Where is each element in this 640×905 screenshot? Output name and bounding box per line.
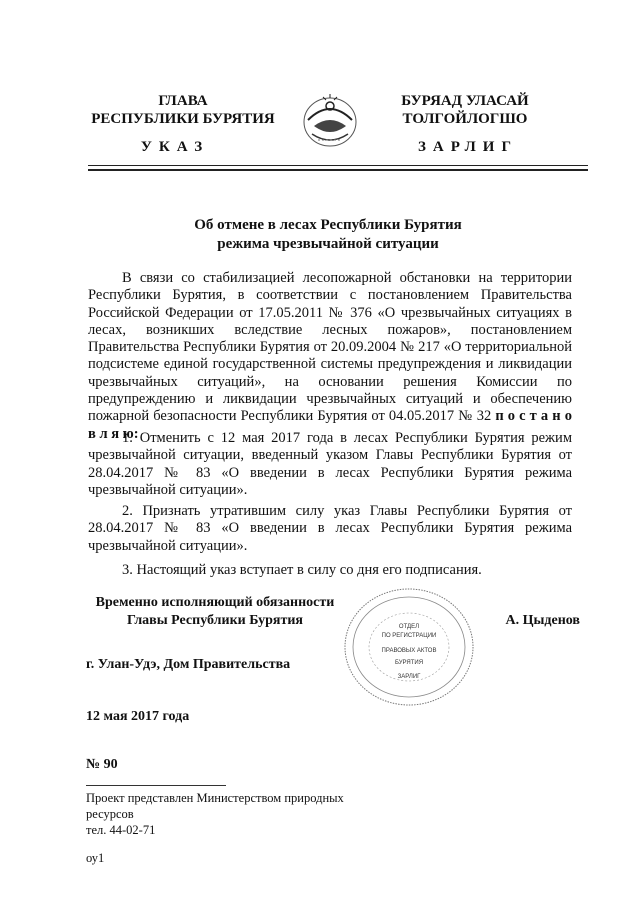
footer-line1: Проект представлен Министерством природных — [86, 791, 344, 805]
footer-line3: тел. 44-02-71 — [86, 823, 156, 837]
signature-position — [90, 594, 340, 630]
place-of-signing: г. Улан-Удэ, Дом Правительства — [86, 657, 291, 672]
stamp-line3: ПРАВОВЫХ АКТОВ — [381, 648, 437, 654]
signature-position-line1: Временно исполняющий обязанности — [95, 595, 335, 610]
stamp-line1: ОТДЕЛ — [398, 624, 420, 630]
title-line2: режима чрезвычайной ситуации — [217, 236, 439, 252]
footer-line2: ресурсов — [86, 807, 134, 821]
preamble — [88, 270, 572, 443]
title-line1: Об отмене в лесах Республики Бурятия — [194, 217, 462, 233]
stamp-line2: ПО РЕГИСТРАЦИИ — [381, 633, 437, 639]
item-1: 1. Отменить с 12 мая 2017 года в лесах Республики Бурятия режим чрезвычайной ситуации, введенный указом Главы Республики Бурятия от 28.04.2017 № 83 «О введении в лесах Республики Бурятия режима чрезвычайной ситуации». — [88, 430, 572, 498]
signature-position-line2: Главы Республики Бурятия — [126, 613, 303, 628]
document-number: № 90 — [86, 757, 118, 772]
signing-date: 12 мая 2017 года — [86, 709, 190, 724]
header-right-line2: ТОЛГОЙЛОГШО — [402, 111, 528, 127]
official-stamp-icon — [342, 586, 476, 708]
stamp-line4: БУРЯТИЯ — [394, 660, 424, 666]
header-right-line1: БУРЯАД УЛАСАЙ — [401, 93, 529, 109]
footer-code: оу1 — [86, 851, 105, 865]
header-left — [78, 92, 288, 128]
doc-type-bua: ЗАРЛИГ — [417, 139, 519, 155]
preamble-keyword: п о с т а н о в л я ю: — [88, 408, 572, 442]
item-3: 3. Настоящий указ вступает в силу со дня его подписания. — [122, 562, 482, 578]
footer-note — [86, 790, 386, 838]
footer-rule — [86, 785, 226, 786]
header-left-line2: РЕСПУБЛИКИ БУРЯТИЯ — [91, 111, 275, 127]
header-rule-thick — [88, 169, 588, 171]
preamble-text: В связи со стабилизацией лесопожарной обстановки на территории Республики Бурятия, в соответствии с постановлением Правительства Российской Федерации от 17.05.2011 № 376 «О чрезвычайных ситуациях в лесах, возникших вследствие лесных пожаров», постановлением Правительства Республики Бурятия от 20.09.2004 № 217 «О территориальной подсистеме единой государственной системы предупреждения и ликвидации чрезвычайных ситуаций», на основании решения Комиссии по предупреждению и ликвидации чрезвычайных ситуаций и обеспечению пожарной безопасности Республики Бурятия от 04.05.2017 № 32 — [88, 270, 572, 425]
stamp-line5: ЗАРЛИГ — [397, 674, 421, 680]
item-2: 2. Признать утратившим силу указ Главы Республики Бурятия от 28.04.2017 № 83 «О введении в лесах Республики Бурятия режима чрезвычайной ситуации». — [88, 503, 572, 554]
header-rule-thin — [88, 165, 588, 166]
doc-type-ru: УКАЗ — [140, 139, 210, 155]
header-left-line1: ГЛАВА — [158, 93, 208, 109]
document-title — [120, 216, 536, 254]
coat-of-arms-icon — [298, 84, 362, 150]
signature-name: А. Цыденов — [505, 613, 580, 628]
header-right — [370, 92, 560, 128]
